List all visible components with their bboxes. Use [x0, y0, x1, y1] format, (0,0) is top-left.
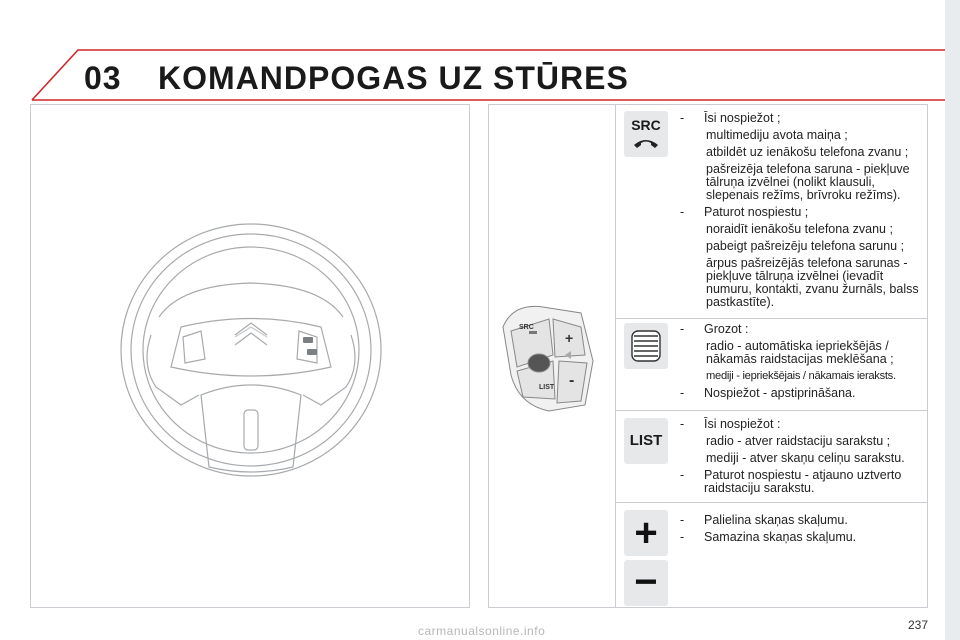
src-item: atbildēt uz ienākošu telefona zvanu ; [706, 145, 909, 159]
src-item: pašreizēja telefona saruna - piekļuve tālruņa izvēlnei (nolikt klausuli, slepenais režīms, brīvroku režīms). [706, 162, 910, 202]
volume-up-button-icon [624, 510, 668, 556]
src-item: noraidīt ienākošu telefona zvanu ; [706, 222, 893, 236]
src-item: Paturot nospiestu ; [704, 205, 809, 219]
closeup-minus-label: - [569, 372, 575, 389]
wheel-item: Grozot : [704, 322, 749, 336]
chapter-number: 03 [84, 60, 122, 96]
list-item: radio - atver raidstaciju sarakstu ; [706, 434, 891, 448]
page-edge-strip [945, 0, 960, 640]
section-divider [615, 410, 928, 411]
closeup-plus-label: + [565, 330, 574, 346]
watermark: carmanualsonline.info [418, 624, 546, 638]
controls-closeup-illustration [489, 105, 614, 607]
src-icon-label: SRC [631, 117, 661, 133]
list-item: mediji - atver skaņu celiņu sarakstu. [706, 451, 905, 465]
section-divider [615, 502, 928, 503]
thumbwheel-icon [624, 323, 668, 369]
src-item: ārpus pašreizējās telefona sarunas - piekļuve tālruņa izvēlnei (ievadīt numuru, kontakti, zvanu žurnāls, balss pastkastīte). [706, 256, 919, 309]
list-description: - Īsi nospiežot : radio - atver raidstaciju sarakstu ; mediji - atver skaņu celiņu sarakstu. - Paturot nospiestu - atjauno uztverto raidstaciju sarakstu. [680, 418, 925, 499]
src-item: multimediju avota maiņa ; [706, 128, 848, 142]
thumbwheel-button-icon [624, 323, 668, 369]
page-number: 237 [908, 618, 929, 632]
volume-down-button-icon [624, 560, 668, 606]
list-icon-label: LIST [629, 432, 663, 449]
wheel-item: Nospiežot - apstiprināšana. [704, 386, 856, 400]
section-divider [615, 318, 928, 319]
phone-icon [624, 135, 668, 151]
list-item: Paturot nospiestu - atjauno uztverto raidstaciju sarakstu. [704, 468, 902, 495]
volume-item: Palielina skaņas skaļumu. [704, 513, 848, 527]
page-title: KOMANDPOGAS UZ STŪRES [158, 60, 629, 96]
minus-icon: − [634, 560, 658, 604]
plus-icon: + [634, 511, 658, 555]
steering-wheel-panel [30, 104, 470, 608]
src-item: Īsi nospiežot ; [704, 111, 781, 125]
closeup-list-label: LIST [539, 384, 555, 391]
thumbwheel-description: - Grozot : radio - automātiska iepriekšējās / nākamās raidstacijas meklēšana ; mediji - iepriekšējais / nākamais ieraksts. - Nospiežot - apstiprināšana. [680, 323, 925, 404]
src-button-icon [624, 111, 668, 157]
volume-item: Samazina skaņas skaļumu. [704, 530, 857, 544]
list-item: Īsi nospiežot : [704, 417, 781, 431]
wheel-item: mediji - iepriekšējais / nākamais ieraksts. [706, 370, 896, 382]
wheel-item: radio - automātiska iepriekšējās / nākamās raidstacijas meklēšana ; [706, 339, 894, 366]
steering-wheel-illustration [31, 105, 469, 607]
src-description: - Īsi nospiežot ; multimediju avota maiņa ; atbildēt uz ienākošu telefona zvanu ; pašreizēja telefona saruna - piekļuve tālruņa izvēlnei (nolikt klausuli, slepenais režīms, brīvroku režīms). - Paturot nospiestu ; noraidīt ienākošu telefona zvanu ; pabeigt pašreizēju telefona sarunu ; ārpus pašreizējās telefona sarunas - piekļuve tālruņa izvēlnei (ievadīt numuru, kontakti, zvanu žurnāls, balss pastkastīte). [680, 112, 925, 313]
src-item: pabeigt pašreizēju telefona sarunu ; [706, 239, 905, 253]
closeup-src-label: SRC [519, 324, 534, 331]
volume-description: - Palielina skaņas skaļumu. - Samazina skaņas skaļumu. [680, 514, 925, 548]
controls-closeup-panel [488, 104, 615, 608]
list-button-icon [624, 418, 668, 464]
